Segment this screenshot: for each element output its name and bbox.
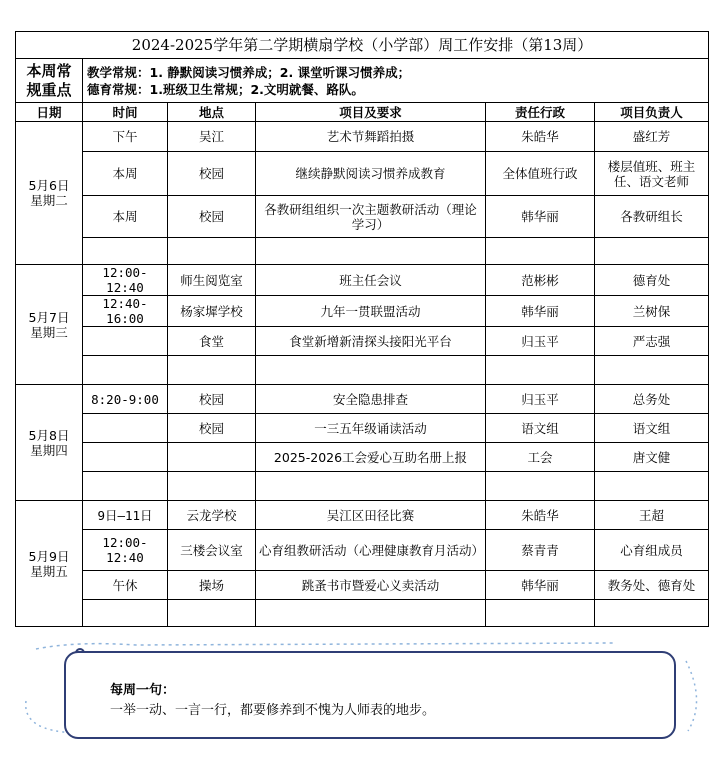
- quote-box: [64, 651, 676, 739]
- admin-cell: 归玉平: [486, 327, 595, 356]
- item-cell: [256, 600, 486, 627]
- date-cell: [16, 501, 83, 627]
- admin-cell: 韩华丽: [486, 571, 595, 600]
- owner-cell: 王超: [595, 501, 709, 530]
- schedule-row: [16, 443, 709, 472]
- schedule-row: [16, 356, 709, 385]
- header-admin: 责任行政: [486, 103, 595, 122]
- item-cell: 心育组教研活动（心理健康教育月活动）: [256, 530, 486, 571]
- time-cell: 8:20-9:00: [83, 385, 168, 414]
- schedule-row: [16, 238, 709, 265]
- place-cell: 校园: [168, 385, 256, 414]
- time-cell: [83, 356, 168, 385]
- admin-cell: 全体值班行政: [486, 152, 595, 196]
- admin-cell: [486, 238, 595, 265]
- time-cell: 本周: [83, 152, 168, 196]
- header-row: [16, 103, 709, 122]
- item-cell: 继续静默阅读习惯养成教育: [256, 152, 486, 196]
- time-cell: [83, 600, 168, 627]
- place-cell: 食堂: [168, 327, 256, 356]
- place-cell: 杨家墀学校: [168, 296, 256, 327]
- schedule-row: [16, 530, 709, 571]
- owner-cell: 德育处: [595, 265, 709, 296]
- admin-cell: [486, 600, 595, 627]
- date-text: 5月9日: [28, 548, 70, 564]
- owner-cell: 严志强: [595, 327, 709, 356]
- item-cell: 班主任会议: [256, 265, 486, 296]
- teaching-routine: 教学常规：1. 静默阅读习惯养成；2. 课堂听课习惯养成；: [87, 64, 411, 80]
- item-cell: 各教研组组织一次主题教研活动（理论学习）: [256, 196, 486, 238]
- place-cell: 三楼会议室: [168, 530, 256, 571]
- schedule-table: [15, 31, 709, 627]
- admin-cell: 工会: [486, 443, 595, 472]
- title-row: [16, 32, 709, 59]
- schedule-row: [16, 196, 709, 238]
- admin-cell: 朱皓华: [486, 501, 595, 530]
- item-cell: 一三五年级诵读活动: [256, 414, 486, 443]
- focus-label-line1: 本周常: [26, 61, 72, 80]
- owner-cell: [595, 472, 709, 501]
- admin-cell: 语文组: [486, 414, 595, 443]
- weekday-text: 星期五: [30, 563, 68, 579]
- owner-cell: [595, 600, 709, 627]
- date-cell: [16, 265, 83, 385]
- owner-cell: 唐文健: [595, 443, 709, 472]
- time-cell: [83, 414, 168, 443]
- admin-cell: 朱皓华: [486, 122, 595, 152]
- owner-cell: [595, 238, 709, 265]
- item-cell: 艺术节舞蹈拍摄: [256, 122, 486, 152]
- item-cell: [256, 472, 486, 501]
- header-date: 日期: [16, 103, 83, 122]
- time-cell: [83, 472, 168, 501]
- focus-row: [16, 59, 709, 103]
- focus-label-line2: 规重点: [26, 80, 72, 99]
- time-cell: 9日—11日: [83, 501, 168, 530]
- owner-cell: 楼层值班、班主任、语文老师: [595, 152, 709, 196]
- date-text: 5月6日: [28, 178, 70, 193]
- place-cell: 操场: [168, 571, 256, 600]
- date-text: 5月8日: [28, 427, 70, 443]
- admin-cell: 范彬彬: [486, 265, 595, 296]
- schedule-row: [16, 472, 709, 501]
- quote-text: 一举一动、一言一行，都要修养到不愧为人师表的地步。: [110, 703, 436, 718]
- time-cell: [83, 238, 168, 265]
- owner-cell: 心育组成员: [595, 530, 709, 571]
- place-cell: 校园: [168, 196, 256, 238]
- owner-cell: 教务处、德育处: [595, 571, 709, 600]
- schedule-row: [16, 327, 709, 356]
- owner-cell: 语文组: [595, 414, 709, 443]
- item-cell: 九年一贯联盟活动: [256, 296, 486, 327]
- place-cell: 云龙学校: [168, 501, 256, 530]
- date-text: 5月7日: [28, 309, 70, 325]
- time-cell: [83, 443, 168, 472]
- schedule-row: [16, 600, 709, 627]
- focus-content: [83, 59, 709, 103]
- owner-cell: 各教研组长: [595, 196, 709, 238]
- time-cell: 12:00-12:40: [83, 530, 168, 571]
- weekly-quote-panel: [16, 641, 704, 737]
- item-cell: 吴江区田径比赛: [256, 501, 486, 530]
- schedule-row: [16, 414, 709, 443]
- header-owner: 项目负责人: [595, 103, 709, 122]
- time-cell: 本周: [83, 196, 168, 238]
- time-cell: 12:00-12:40: [83, 265, 168, 296]
- item-cell: 食堂新增新清探头接阳光平台: [256, 327, 486, 356]
- schedule-row: [16, 122, 709, 152]
- weekday-text: 星期三: [30, 324, 68, 340]
- admin-cell: 蔡青青: [486, 530, 595, 571]
- time-cell: 下午: [83, 122, 168, 152]
- place-cell: 校园: [168, 414, 256, 443]
- place-cell: [168, 238, 256, 265]
- place-cell: [168, 356, 256, 385]
- item-cell: [256, 356, 486, 385]
- schedule-row: [16, 152, 709, 196]
- place-cell: 校园: [168, 152, 256, 196]
- place-cell: 吴江: [168, 122, 256, 152]
- time-cell: [83, 327, 168, 356]
- place-cell: [168, 443, 256, 472]
- owner-cell: 盛红芳: [595, 122, 709, 152]
- moral-routine: 德育常规：1.班级卫生常规；2.文明就餐、路队。: [87, 81, 364, 97]
- place-cell: [168, 472, 256, 501]
- schedule-sheet: [15, 31, 708, 627]
- schedule-row: [16, 501, 709, 530]
- date-cell: [16, 122, 83, 265]
- schedule-row: [16, 385, 709, 414]
- time-cell: 午休: [83, 571, 168, 600]
- item-cell: 安全隐患排查: [256, 385, 486, 414]
- schedule-row: [16, 296, 709, 327]
- item-cell: 跳蚤书市暨爱心义卖活动: [256, 571, 486, 600]
- quote-title: 每周一句：: [110, 683, 176, 698]
- item-cell: [256, 238, 486, 265]
- admin-cell: [486, 472, 595, 501]
- header-time: 时间: [83, 103, 168, 122]
- admin-cell: 归玉平: [486, 385, 595, 414]
- owner-cell: 总务处: [595, 385, 709, 414]
- owner-cell: [595, 356, 709, 385]
- admin-cell: [486, 356, 595, 385]
- place-cell: [168, 600, 256, 627]
- page-title: 2024-2025学年第二学期横扇学校（小学部）周工作安排（第13周）: [16, 32, 709, 59]
- schedule-row: [16, 265, 709, 296]
- date-cell: [16, 385, 83, 501]
- item-cell: 2025-2026工会爱心互助名册上报: [256, 443, 486, 472]
- admin-cell: 韩华丽: [486, 196, 595, 238]
- weekday-text: 星期二: [30, 193, 68, 208]
- place-cell: 师生阅览室: [168, 265, 256, 296]
- weekday-text: 星期四: [30, 442, 68, 458]
- focus-label: [16, 59, 83, 103]
- header-item: 项目及要求: [256, 103, 486, 122]
- schedule-row: [16, 571, 709, 600]
- admin-cell: 韩华丽: [486, 296, 595, 327]
- owner-cell: 兰树保: [595, 296, 709, 327]
- time-cell: 12:40-16:00: [83, 296, 168, 327]
- header-place: 地点: [168, 103, 256, 122]
